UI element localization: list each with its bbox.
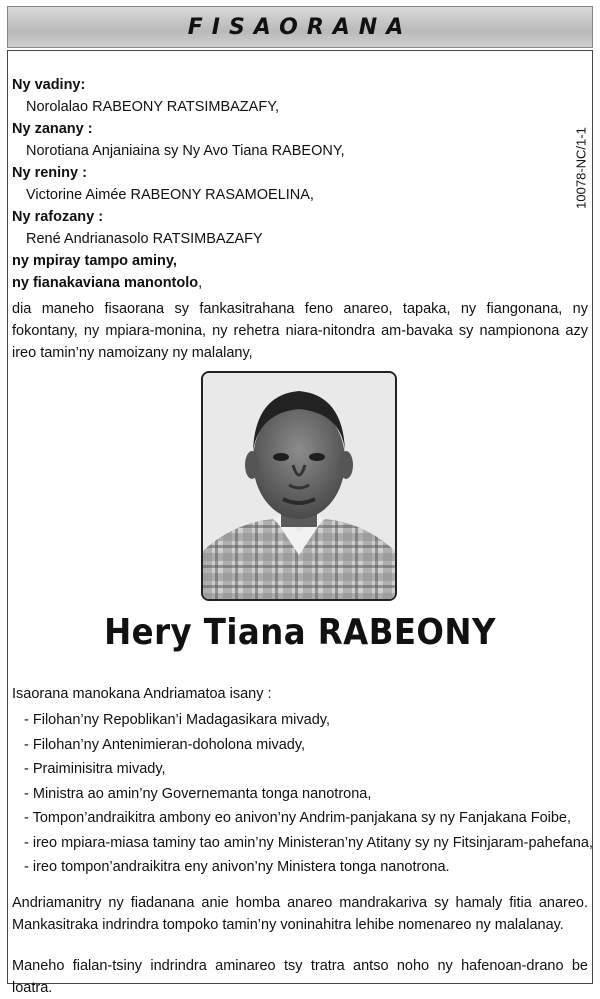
list-item: - Tompon’andraikitra ambony eo anivon’ny Andrim-panjakana sy ny Fanjakana Foibe,	[24, 806, 593, 831]
children-names: Norotiana Anjaniaina sy Ny Avo Tiana RABEONY,	[26, 143, 345, 159]
apology-paragraph: Maneho fialan-tsiny indrindra aminareo tsy tratra antso noho ny hafenoan-drano be loatra.	[12, 958, 588, 996]
list-item: - Filohan’ny Repoblikan’i Madagasikara mivady,	[24, 708, 593, 733]
portrait-image	[203, 373, 395, 599]
portrait-photo	[201, 371, 397, 601]
widow-name: Norolalao RABEONY RATSIMBAZAFY,	[26, 99, 280, 115]
header-banner	[7, 6, 593, 48]
special-thanks-list	[24, 708, 593, 880]
list-item: - ireo tompon’andraikitra eny anivon’ny Ministera tonga nanotrona.	[24, 855, 593, 880]
deceased-name: Hery Tiana RABEONY	[104, 612, 496, 653]
siblings-line: ny mpiray tampo aminy,	[12, 253, 177, 269]
notice-title: FISAORANA	[187, 14, 413, 40]
extended-family-comma: ,	[198, 275, 203, 291]
list-item: - ireo mpiara-miasa taminy tao amin’ny Ministeran’ny Atitany sy ny Fitsinjaram-pahefana,	[24, 831, 593, 856]
list-item: - Filohan’ny Antenimieran-doholona mivady,	[24, 733, 593, 758]
special-thanks-intro: Isaorana manokana Andriamatoa isany :	[12, 686, 272, 702]
list-item: - Praiminisitra mivady,	[24, 757, 593, 782]
extended-family-line	[12, 272, 345, 294]
children-label: Ny zanany :	[12, 121, 93, 137]
mother-name: Victorine Aimée RABEONY RASAMOELINA,	[26, 187, 314, 203]
thanks-paragraph: dia maneho fisaorana sy fankasitrahana feno anareo, tapaka, ny fiangonana, ny fokontany, ny mpiara-monina, ny rehetra niara-nitondra am-bavaka sy nampionona azy ireo tamin’ny namoizany ny malalany,	[12, 301, 588, 361]
inlaw-label: Ny rafozany :	[12, 209, 104, 225]
inlaw-name: René Andrianasolo RATSIMBAZAFY	[26, 231, 263, 247]
extended-family-text: ny fianakaviana manontolo	[12, 275, 199, 291]
reference-code: 10078-NC/1-1	[573, 127, 589, 209]
list-item: - Ministra ao amin’ny Governemanta tonga nanotrona,	[24, 782, 593, 807]
mother-label: Ny reniny :	[12, 165, 87, 181]
family-list	[12, 74, 345, 294]
widow-label: Ny vadiny:	[12, 77, 86, 93]
blessing-paragraph: Andriamanitry ny fiadanana anie homba anareo mandrakariva sy hamaly fitia anareo. Mankasitraka indrindra tompoko tamin’ny voninahitra lehibe nomenareo ny malalanay.	[12, 895, 588, 933]
